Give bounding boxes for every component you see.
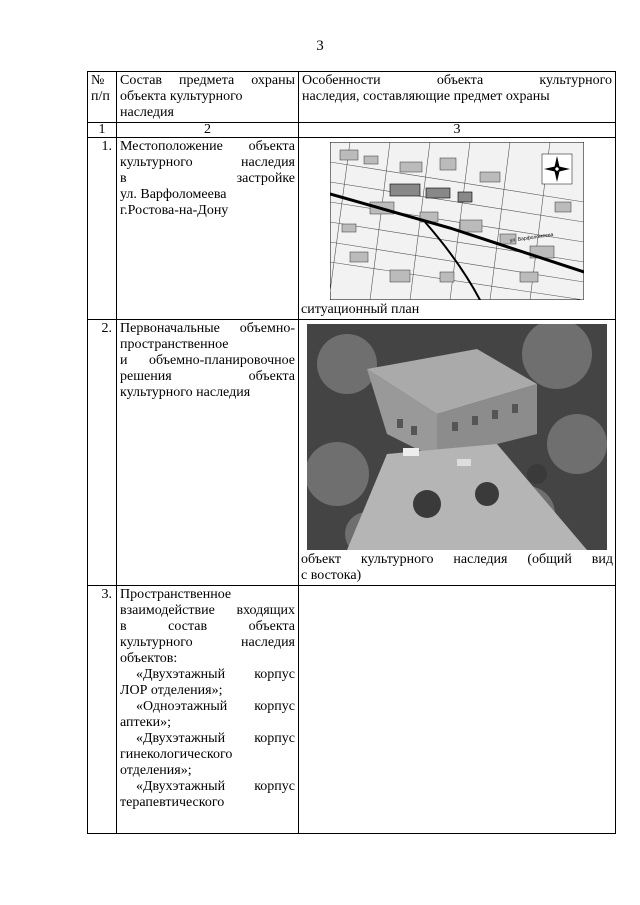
description-line: культурного наследия (120, 155, 295, 170)
description-line: культурного наследия (120, 385, 251, 400)
photo-caption-line: объект культурного наследия (общий вид (301, 552, 613, 567)
list-item-line: ЛОР отделения»; (120, 683, 223, 698)
row-number: 1. (88, 138, 117, 320)
column-number: 3 (299, 123, 616, 138)
row-features (299, 320, 616, 586)
description-line: в застройке (120, 171, 295, 186)
table-header-row (88, 72, 616, 123)
column-number-row (88, 123, 616, 138)
row-features-empty (299, 586, 616, 834)
row-number: 3. (88, 586, 117, 834)
description-line: Первоначальные объемно- (120, 321, 295, 336)
description-line: Местоположение объекта (120, 139, 295, 154)
description-line: и объемно-планировочное (120, 353, 295, 368)
header-composition-line: Состав предмета охраны (120, 73, 295, 88)
row-description (117, 320, 299, 586)
header-number-line: п/п (91, 89, 110, 104)
row-number: 2. (88, 320, 117, 586)
description-line: Пространственное (120, 587, 232, 602)
list-item-line: «Двухэтажный корпус (136, 667, 295, 682)
header-number-cell (88, 72, 117, 123)
header-composition-cell (117, 72, 299, 123)
table-row (88, 138, 616, 320)
plan-caption: ситуационный план (301, 302, 420, 317)
description-line: в состав объекта (120, 619, 295, 634)
description-line: решения объекта (120, 369, 295, 384)
header-composition-line: объекта культурного наследия (120, 89, 243, 120)
list-item-line: «Одноэтажный корпус (136, 699, 295, 714)
building-photo (307, 324, 607, 550)
list-item-line: терапевтического (120, 795, 225, 810)
header-features-line: наследия, составляющие предмет охраны (302, 89, 550, 104)
map-street-label: ул. Варфоломеева (509, 231, 554, 244)
row-description (117, 138, 299, 320)
list-item-line: «Двухэтажный корпус (136, 779, 295, 794)
list-item-line: гинекологического (120, 747, 233, 762)
description-line: ул. Варфоломеева (120, 187, 227, 202)
table-row (88, 586, 616, 834)
list-item-line: отделения»; (120, 763, 192, 778)
description-line: взаимодействие входящих (120, 603, 295, 618)
compass-rose-icon (542, 154, 572, 184)
page-number: 3 (316, 38, 324, 54)
protection-subject-table (87, 71, 616, 834)
row-description (117, 586, 299, 834)
header-features-line: Особенности объекта культурного (302, 73, 612, 88)
list-item-line: аптеки»; (120, 715, 172, 730)
description-line: пространственное (120, 337, 229, 352)
description-line: г.Ростова-на-Дону (120, 203, 229, 218)
photo-caption-line: с востока) (301, 568, 362, 583)
column-number: 1 (88, 123, 117, 138)
row-features (299, 138, 616, 320)
column-number: 2 (117, 123, 299, 138)
table-row (88, 320, 616, 586)
description-line: культурного наследия (120, 635, 295, 650)
situation-plan-map (330, 142, 584, 300)
description-line: объектов: (120, 651, 178, 666)
header-number-line: № (91, 73, 105, 88)
header-features-cell (299, 72, 616, 123)
list-item-line: «Двухэтажный корпус (136, 731, 295, 746)
